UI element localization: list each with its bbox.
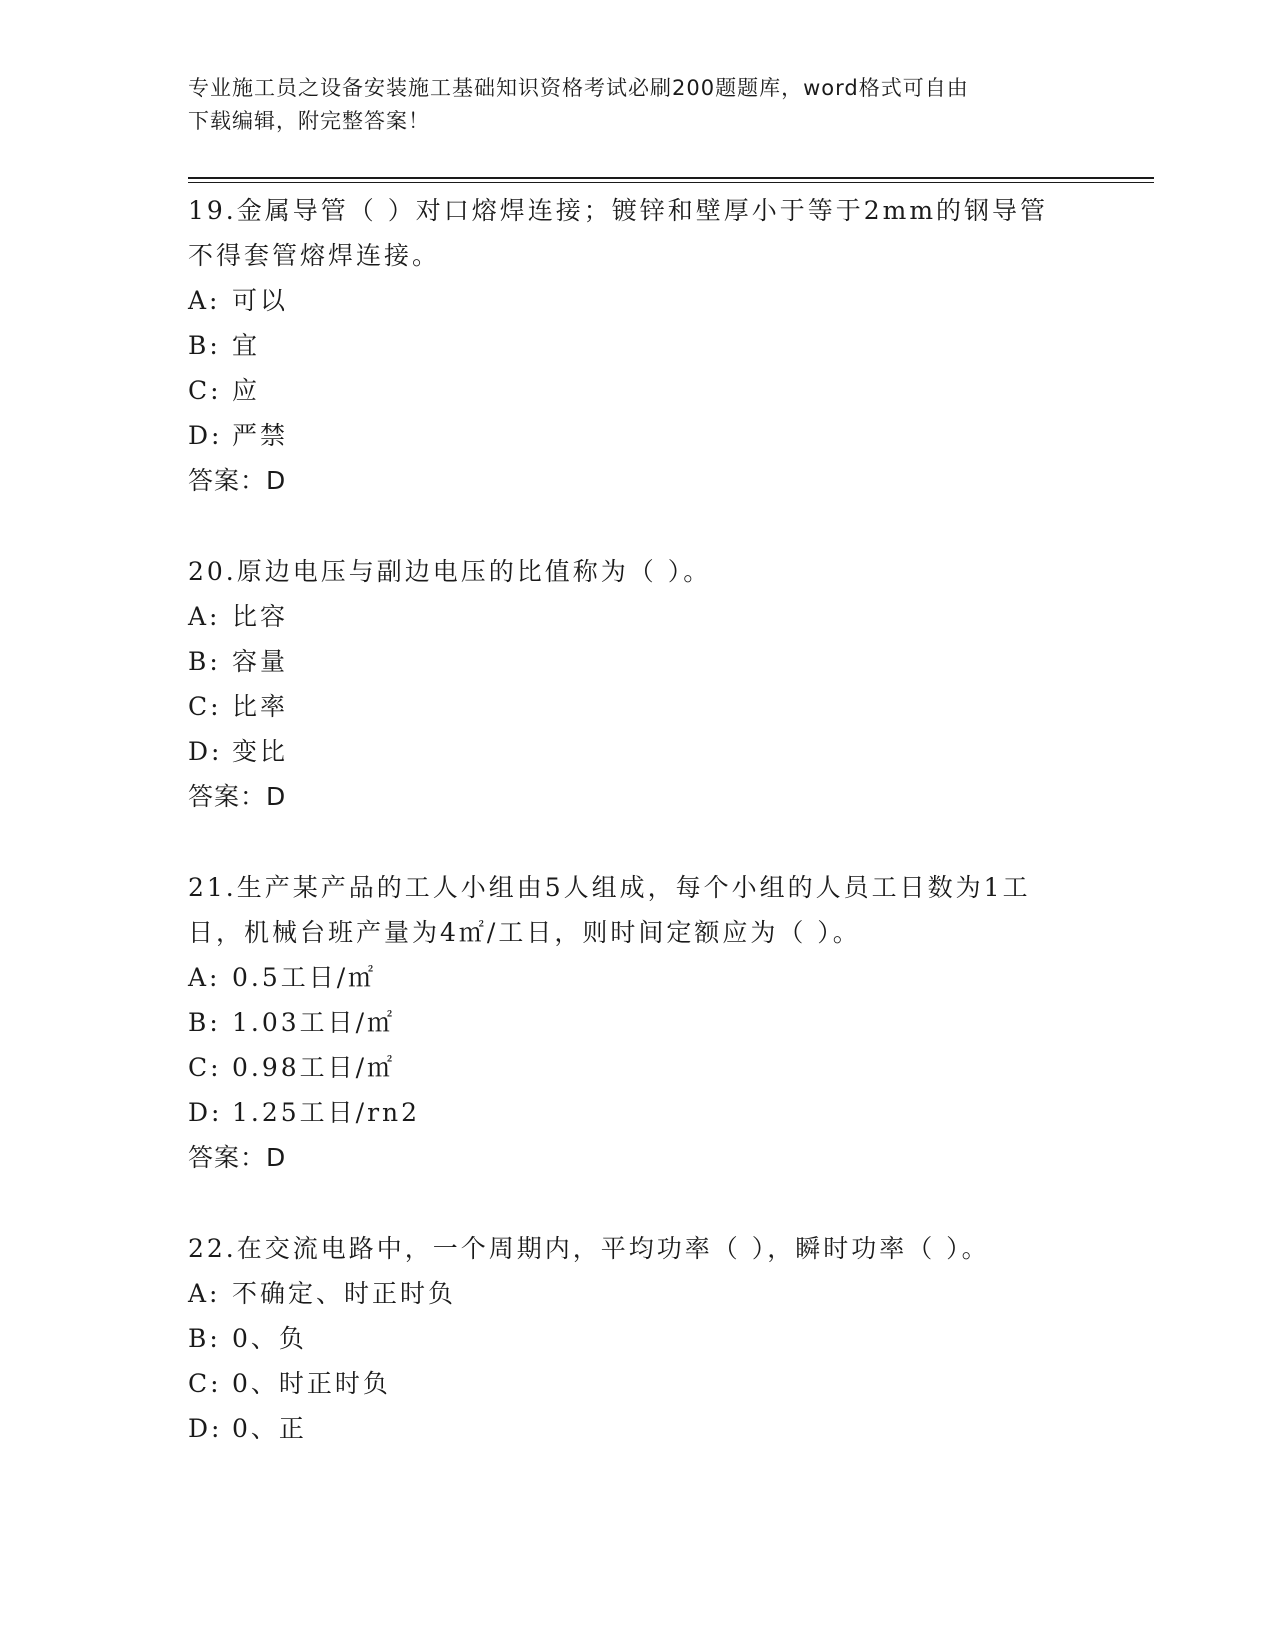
option-a: [188, 278, 1088, 323]
question-stem: 21.生产某产品的工人小组由5人组成，每个小组的人员工日数为1工日，机械台班产量为4㎡/工日，则时间定额应为（ ）。: [188, 873, 1031, 947]
option-letter: A:: [188, 963, 221, 992]
question-stem: 19.金属导管（ ）对口熔焊连接；镀锌和壁厚小于等于2mm的钢导管不得套管熔焊连接。: [188, 196, 1049, 270]
option-d: [188, 729, 1088, 774]
option-text: 0、负: [232, 1324, 307, 1353]
option-d: [188, 413, 1088, 458]
option-text: 1.03工日/㎡: [232, 1008, 396, 1037]
answer-line: 答案：D: [188, 782, 287, 811]
question-stem: 20.原边电压与副边电压的比值称为（ ）。: [188, 557, 712, 586]
option-c: [188, 1045, 1088, 1090]
header-line-1: 专业施工员之设备安装施工基础知识资格考试必刷200题题库，word格式可自由: [188, 76, 969, 100]
option-d: [188, 1406, 1088, 1451]
option-letter: B:: [188, 331, 221, 360]
option-letter: C:: [188, 1053, 222, 1082]
option-letter: A:: [188, 1279, 221, 1308]
answer-line: 答案：D: [188, 1143, 287, 1172]
option-text: 宜: [232, 331, 261, 360]
option-letter: A:: [188, 602, 221, 631]
option-c: [188, 1361, 1088, 1406]
option-text: 可以: [232, 286, 289, 315]
option-text: 0.98工日/㎡: [232, 1053, 396, 1082]
header-line-2: 下载编辑，附完整答案！: [188, 109, 430, 133]
option-d: [188, 1090, 1088, 1135]
option-text: 应: [232, 376, 261, 405]
option-letter: B:: [188, 1008, 221, 1037]
option-text: 变比: [232, 737, 289, 766]
option-b: [188, 1000, 1088, 1045]
question-list: [188, 188, 1088, 1497]
option-c: [188, 684, 1088, 729]
option-b: [188, 639, 1088, 684]
option-letter: C:: [188, 692, 222, 721]
option-text: 严禁: [232, 421, 289, 450]
option-a: [188, 1271, 1088, 1316]
option-b: [188, 323, 1088, 368]
question-stem: 22.在交流电路中，一个周期内，平均功率（ ），瞬时功率（ ）。: [188, 1234, 990, 1263]
option-text: 0、时正时负: [232, 1369, 391, 1398]
option-c: [188, 368, 1088, 413]
question-22: [188, 1226, 1088, 1451]
document-header: [188, 72, 1068, 138]
option-a: [188, 594, 1088, 639]
question-20: [188, 549, 1088, 819]
option-letter: C:: [188, 376, 222, 405]
option-text: 比率: [232, 692, 289, 721]
option-text: 比容: [232, 602, 289, 631]
option-b: [188, 1316, 1088, 1361]
header-divider-thin: [188, 182, 1154, 183]
header-divider-thick: [188, 177, 1154, 179]
option-text: 0、正: [232, 1414, 307, 1443]
option-text: 0.5工日/㎡: [232, 963, 377, 992]
option-letter: B:: [188, 647, 221, 676]
option-letter: B:: [188, 1324, 221, 1353]
answer-line: 答案：D: [188, 466, 287, 495]
question-21: [188, 865, 1088, 1180]
option-letter: D:: [188, 421, 223, 450]
option-text: 1.25工日/rn2: [232, 1098, 421, 1127]
option-text: 不确定、时正时负: [232, 1279, 457, 1308]
option-letter: D:: [188, 737, 223, 766]
option-text: 容量: [232, 647, 289, 676]
option-letter: A:: [188, 286, 221, 315]
option-a: [188, 955, 1088, 1000]
option-letter: C:: [188, 1369, 222, 1398]
option-letter: D:: [188, 1098, 223, 1127]
option-letter: D:: [188, 1414, 223, 1443]
question-19: [188, 188, 1088, 503]
